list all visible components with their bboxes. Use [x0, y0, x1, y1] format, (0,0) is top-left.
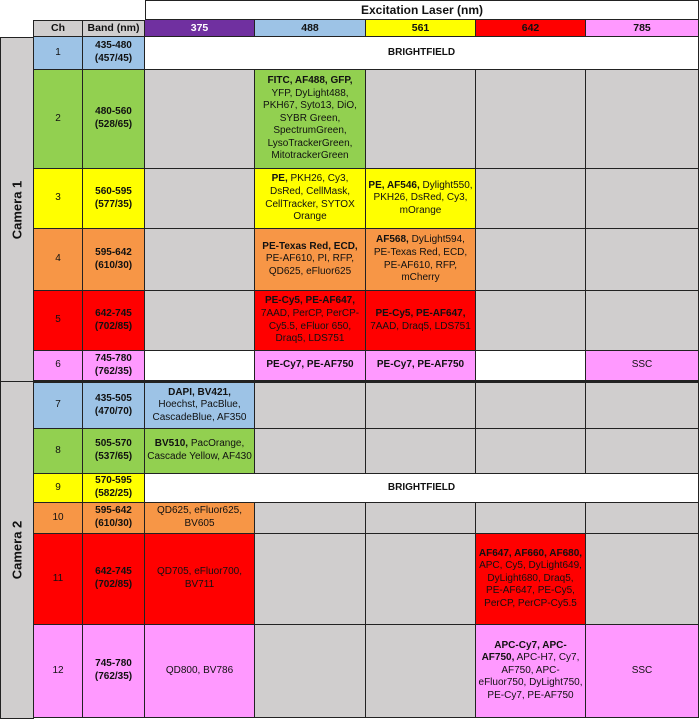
dye-primary: PE-Cy5, PE-AF647, [264, 295, 356, 307]
dye-cell [366, 169, 476, 229]
brightfield-cell [145, 474, 699, 503]
empty-cell [255, 429, 366, 474]
dye-cell [366, 291, 476, 351]
dye-secondary: APC, Cy5, DyLight649, DyLight680, Draq5, PE-AF647, PE-Cy5, PerCP, PerCP-Cy5.5 [479, 560, 582, 609]
dye-secondary: YFP, DyLight488, PKH67, Syto13, DiO, SYBR Green, SpectrumGreen, LysoTrackerGreen, MitotrackerGreen [263, 87, 357, 162]
dye-secondary: DyLight594, PE-Texas Red, ECD, PE-AF610, RFP, mCherry [373, 234, 468, 284]
dye-list [257, 241, 363, 279]
empty-cell [366, 381, 476, 429]
dye-cell [366, 351, 476, 381]
band-range: 505-570 [95, 438, 132, 450]
channel-number: 5 [55, 314, 61, 326]
dye-cell [476, 625, 586, 718]
dye-secondary: QD705, eFluor700, BV711 [156, 566, 243, 590]
band-center: (577/35) [94, 198, 133, 210]
channel-cell [33, 625, 83, 718]
band-center: (702/85) [94, 579, 133, 590]
channel-cell [33, 291, 83, 351]
brightfield-label: BRIGHTFIELD [387, 46, 456, 58]
band-center: (470/70) [94, 405, 133, 417]
channel-number: 7 [55, 399, 61, 411]
dye-primary: APC-Cy7, APC-AF750, [481, 639, 567, 664]
channel-number: 2 [55, 112, 61, 124]
empty-cell [476, 381, 586, 429]
dye-list [478, 640, 583, 703]
empty-cell [586, 70, 699, 169]
channel-cell [33, 474, 83, 503]
channel-cell [33, 534, 83, 625]
band-cell [83, 474, 145, 503]
band-center: (702/85) [94, 320, 133, 332]
empty-cell [476, 229, 586, 291]
band-cell [83, 381, 145, 429]
empty-cell [145, 351, 255, 381]
empty-cell [586, 503, 699, 534]
empty-cell [366, 503, 476, 534]
dye-secondary: QD800, BV786 [165, 664, 234, 676]
band-range: 595-642 [95, 505, 132, 517]
dye-cell [255, 229, 366, 291]
channel-number: 3 [55, 192, 61, 204]
dye-list [377, 359, 464, 372]
dye-list [368, 308, 473, 333]
empty-cell [255, 625, 366, 718]
band-cell [83, 429, 145, 474]
dye-cell [255, 351, 366, 381]
dye-list [166, 665, 233, 678]
band-cell [83, 70, 145, 169]
band-cell [83, 229, 145, 291]
laser-header-488 [255, 20, 366, 37]
channel-number: 4 [55, 253, 61, 265]
dye-cell [145, 381, 255, 429]
empty-cell [145, 229, 255, 291]
dye-cell [145, 534, 255, 625]
empty-cell [476, 291, 586, 351]
ch-header [33, 20, 83, 37]
band-range: 480-560 [95, 106, 132, 118]
laser-header-561 [366, 20, 476, 37]
channel-cell [33, 70, 83, 169]
band-header [83, 20, 145, 37]
dye-cell [255, 70, 366, 169]
dye-primary: FITC, AF488, GFP, [267, 74, 353, 86]
dye-cell [586, 351, 699, 381]
band-range: 435-480 [95, 40, 132, 52]
channel-number: 9 [55, 481, 61, 493]
laser-header-label: 642 [521, 21, 540, 34]
dye-cell [145, 625, 255, 718]
dye-primary: PE-Cy7, PE-AF750 [266, 359, 354, 371]
dye-list [257, 75, 363, 163]
empty-cell [145, 169, 255, 229]
band-cell [83, 291, 145, 351]
dye-secondary: 7AAD, PerCP, PerCP-Cy5.5, eFluor 650, Draq5, LDS751 [260, 307, 360, 345]
band-range: 570-595 [95, 475, 132, 487]
band-cell [83, 169, 145, 229]
dye-primary: DAPI, BV421, [168, 386, 231, 398]
dye-list [368, 234, 473, 284]
excitation-title-text: Excitation Laser (nm) [360, 2, 484, 17]
dye-secondary: Dylight550, PKH26, DsRed, Cy3, mOrange [373, 179, 473, 216]
dye-list [147, 438, 252, 463]
empty-cell [145, 291, 255, 351]
channel-cell [33, 381, 83, 429]
channel-cell [33, 37, 83, 70]
channel-number: 10 [52, 511, 64, 523]
excitation-title [145, 0, 699, 20]
dye-secondary: QD625, eFluor625, BV605 [156, 505, 243, 529]
dye-primary: PE-Texas Red, ECD, [262, 240, 358, 252]
dye-list [147, 505, 252, 530]
empty-cell [476, 429, 586, 474]
dye-secondary: Hoechst, PacBlue, CascadeBlue, AF350 [152, 399, 247, 423]
empty-cell [476, 503, 586, 534]
dye-primary: PE, AF546, [368, 179, 420, 191]
dye-cell [145, 429, 255, 474]
empty-cell [476, 169, 586, 229]
dye-primary: PE, [271, 173, 288, 185]
channel-number: 8 [55, 444, 61, 456]
laser-header-label: 375 [190, 21, 209, 34]
empty-cell [255, 534, 366, 625]
band-range: 435-505 [95, 392, 132, 404]
band-range: 595-642 [95, 246, 132, 258]
empty-cell [366, 625, 476, 718]
dye-primary: BV510, [154, 438, 189, 450]
channel-cell [33, 503, 83, 534]
channel-cell [33, 351, 83, 381]
dye-cell [255, 169, 366, 229]
ch-header-text: Ch [51, 22, 65, 35]
empty-cell [366, 70, 476, 169]
dye-cell [145, 503, 255, 534]
empty-cell [255, 503, 366, 534]
dye-secondary: SSC [631, 664, 653, 676]
dye-primary: PE-Cy7, PE-AF750 [376, 359, 465, 371]
brightfield-cell [145, 37, 699, 70]
band-range: 560-595 [95, 185, 132, 197]
dye-list [147, 387, 252, 425]
dye-secondary: APC-H7, Cy7, AF750, APC-eFluor750, DyLight750, PE-Cy7, PE-AF750 [478, 652, 583, 701]
band-range: 642-745 [95, 566, 132, 578]
empty-cell [366, 429, 476, 474]
band-range: 745-780 [95, 658, 132, 670]
dye-list [257, 295, 363, 345]
channel-number: 12 [52, 664, 64, 676]
camera-label-text: Camera 1 [9, 180, 25, 239]
band-cell [83, 503, 145, 534]
dye-cell [255, 291, 366, 351]
empty-cell [586, 534, 699, 625]
dye-list [266, 359, 353, 372]
dye-secondary: PacOrange, Cascade Yellow, AF430 [147, 438, 252, 462]
dye-list [257, 173, 363, 223]
camera-2-label [0, 381, 34, 719]
empty-cell [476, 70, 586, 169]
dye-list [478, 548, 583, 611]
empty-cell [586, 229, 699, 291]
channel-number: 6 [55, 359, 61, 371]
dye-secondary: PE-AF610, PI, RFP, QD625, eFluor625 [265, 253, 355, 277]
laser-header-label: 488 [301, 21, 319, 34]
dye-secondary: PKH26, Cy3, DsRed, CellMask, CellTracker, SYTOX Orange [265, 173, 355, 223]
camera-label-text: Camera 2 [9, 520, 25, 580]
band-center: (762/35) [94, 671, 133, 682]
camera-1-label [0, 37, 34, 382]
channel-number: 1 [55, 46, 61, 58]
band-cell [83, 625, 145, 718]
laser-header-375 [145, 20, 255, 37]
dye-secondary: 7AAD, Draq5, LDS751 [370, 320, 471, 332]
channel-cell [33, 229, 83, 291]
laser-header-785 [586, 20, 699, 37]
dye-list [368, 180, 473, 218]
band-header-text: Band (nm) [87, 22, 140, 35]
empty-cell [255, 381, 366, 429]
dye-secondary: SSC [631, 359, 653, 371]
band-cell [83, 37, 145, 70]
channel-cell [33, 429, 83, 474]
laser-header-label: 785 [633, 21, 651, 34]
empty-cell [366, 534, 476, 625]
empty-cell [586, 381, 699, 429]
band-center: (610/30) [94, 518, 133, 529]
dye-cell [476, 534, 586, 625]
channel-number: 11 [52, 572, 64, 584]
band-range: 745-780 [95, 352, 132, 364]
dye-list [632, 359, 653, 372]
dye-primary: PE-Cy5, PE-AF647, [375, 307, 466, 319]
band-cell [83, 351, 145, 381]
band-center: (582/25) [94, 488, 133, 499]
dye-cell [586, 625, 699, 718]
empty-cell [586, 429, 699, 474]
band-center: (762/35) [94, 365, 133, 377]
band-range: 642-745 [95, 307, 132, 319]
dye-primary: AF568, [376, 234, 409, 246]
empty-cell [145, 70, 255, 169]
band-center: (610/30) [94, 259, 133, 271]
laser-header-label: 561 [411, 21, 430, 34]
dye-list [632, 665, 653, 678]
empty-cell [586, 291, 699, 351]
dye-cell [366, 229, 476, 291]
channel-cell [33, 169, 83, 229]
band-cell [83, 534, 145, 625]
empty-cell [586, 169, 699, 229]
dye-list [147, 566, 252, 591]
empty-cell [476, 351, 586, 381]
brightfield-label: BRIGHTFIELD [387, 481, 456, 493]
band-center: (528/65) [94, 119, 133, 130]
laser-header-642 [476, 20, 586, 37]
band-center: (537/65) [94, 451, 133, 462]
dye-primary: AF647, AF660, AF680, [478, 547, 583, 559]
band-center: (457/45) [94, 53, 133, 64]
